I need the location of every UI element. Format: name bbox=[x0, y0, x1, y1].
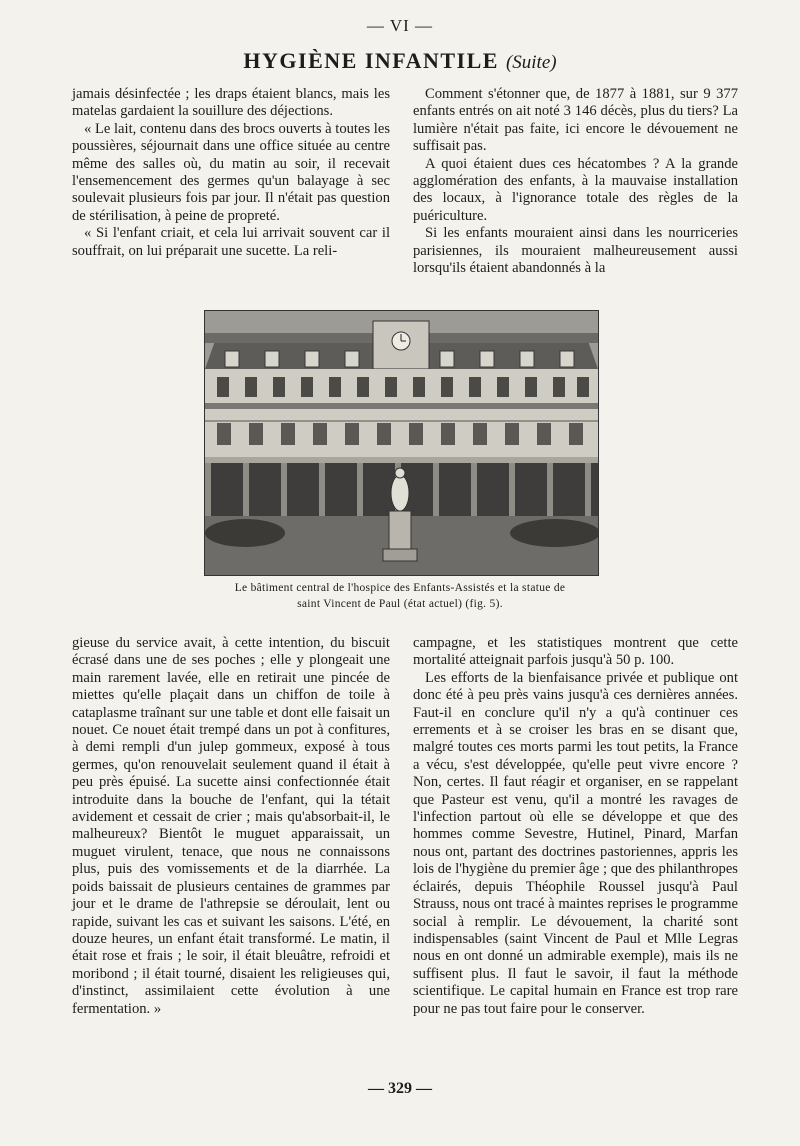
title-main: HYGIÈNE INFANTILE bbox=[243, 48, 499, 73]
title-suffix: (Suite) bbox=[505, 52, 557, 73]
paragraph: jamais désinfectée ; les draps étaient blancs, mais les matelas gardaient la souillure des déjections. bbox=[72, 86, 390, 120]
paragraph: campagne, et les statistiques montrent que cette mortalité atteignait parfois jusqu'à 50 p. 100. bbox=[413, 635, 738, 669]
hospice-photograph bbox=[204, 310, 599, 576]
column-bottom-right bbox=[413, 635, 738, 1018]
page-number: — 329 — bbox=[368, 1080, 432, 1097]
paragraph: Comment s'étonner que, de 1877 à 1881, sur 9 377 enfants entrés on ait noté 3 146 décès, plus du tiers? La lumière n'était pas faite, ici encore le dévouement ne suffisait pas. bbox=[413, 86, 738, 155]
paragraph: « Si l'enfant criait, et cela lui arrivait souvent car il souffrait, on lui préparait une sucette. La reli- bbox=[72, 225, 390, 259]
column-top-right bbox=[413, 86, 738, 277]
column-bottom-left bbox=[72, 635, 390, 1018]
building-illustration bbox=[205, 311, 598, 575]
paragraph: « Le lait, contenu dans des brocs ouverts à toutes les poussières, séjournait dans une office située au centre même des salles où, du matin au soir, il recevait l'ensemencement des germes qu'un balayage à sec soulevait plusieurs fois par jour. Il n'était pas question de stérilisation, à peine de propreté. bbox=[72, 120, 390, 224]
paragraph: Si les enfants mouraient ainsi dans les nourriceries parisiennes, ils mouraient malheureusement aussi lorsqu'ils étaient abandonnés à la bbox=[413, 225, 738, 277]
folio: — VI — bbox=[366, 16, 434, 35]
caption-line: Le bâtiment central de l'hospice des Enfants-Assistés et la statue de bbox=[234, 582, 566, 594]
caption-line: saint Vincent de Paul (état actuel) (fig. 5). bbox=[297, 598, 503, 610]
page-title bbox=[0, 48, 800, 74]
paragraph: A quoi étaient dues ces hécatombes ? A la grande agglomération des enfants, à la mauvaise installation des locaux, à l'ignorance totale des règles de la puériculture. bbox=[413, 155, 738, 224]
column-top-left bbox=[72, 86, 390, 260]
paragraph: Les efforts de la bienfaisance privée et publique ont donc été à peu près vains jusqu'à ces dernières années. Faut-il en conclure qu'il n'y a qu'à continuer ces errements et à se croiser les bras en se disant que, malgré toutes ces morts parmi les tout petits, la France a vécu, s'est développée, qu'elle peut vivre encore ? Non, certes. Il faut réagir et organiser, en se rappelant que Pasteur est venu, qu'il a montré les ravages de l'infection partout où elle se développe et que des hommes comme Sevestre, Hutinel, Pinard, Marfan nous ont, partant des doctrines pastoriennes, appris les lois de l'hygiène du premier âge ; que des philanthropes éclairés, depuis Théophile Roussel jusqu'à Paul Strauss, nous ont tracé à maintes reprises le programme social à remplir. Le dévouement, la charité sont indispensables (saint Vincent de Paul et Mlle Legras nous en ont donné un admirable exemple), mais ils ne suffisent plus. Il faut le savoir, il faut la méthode scientifique. Le capital humain en France est trop rare pour ne pas tout faire pour le conserver. bbox=[413, 669, 738, 1017]
figure-caption bbox=[180, 580, 620, 612]
paragraph: gieuse du service avait, à cette intention, du biscuit écrasé dans une de ses poches ; elle y plongeait une main rarement lavée, elle en retirait une pincée de miettes qu'elle plaçait dans un chiffon de toile à cataplasme traînant sur une table et dont elle faisait un nouet. Ce nouet était trempé dans un pot à confitures, à demi rempli d'un julep gommeux, exposé à tous germes, qu'on renouvelait seulement quand il était à peu près épuisé. La sucette ainsi confectionnée était introduite dans la bouche de l'enfant, qui la tétait avidement et cessait de crier ; mais qu'absorbait-il, le malheureux? Bientôt le muguet apparaissait, un muguet virulent, tenace, que nous ne connaissons plus, puis des vomissements et de la diarrhée. La poids baissait de plusieurs centaines de grammes par jour et le drame de l'athrepsie se déroulait, lent ou rapide, suivant les cas et suivant les saisons. L'été, en douze heures, un enfant était transformé. Le matin, il était rose et frais ; le soir, il était bleuâtre, refroidi et moribond ; il était tourné, disaient les religieuses qui, d'instinct, assimilaient cette évolution à une fermentation. » bbox=[72, 635, 390, 1017]
